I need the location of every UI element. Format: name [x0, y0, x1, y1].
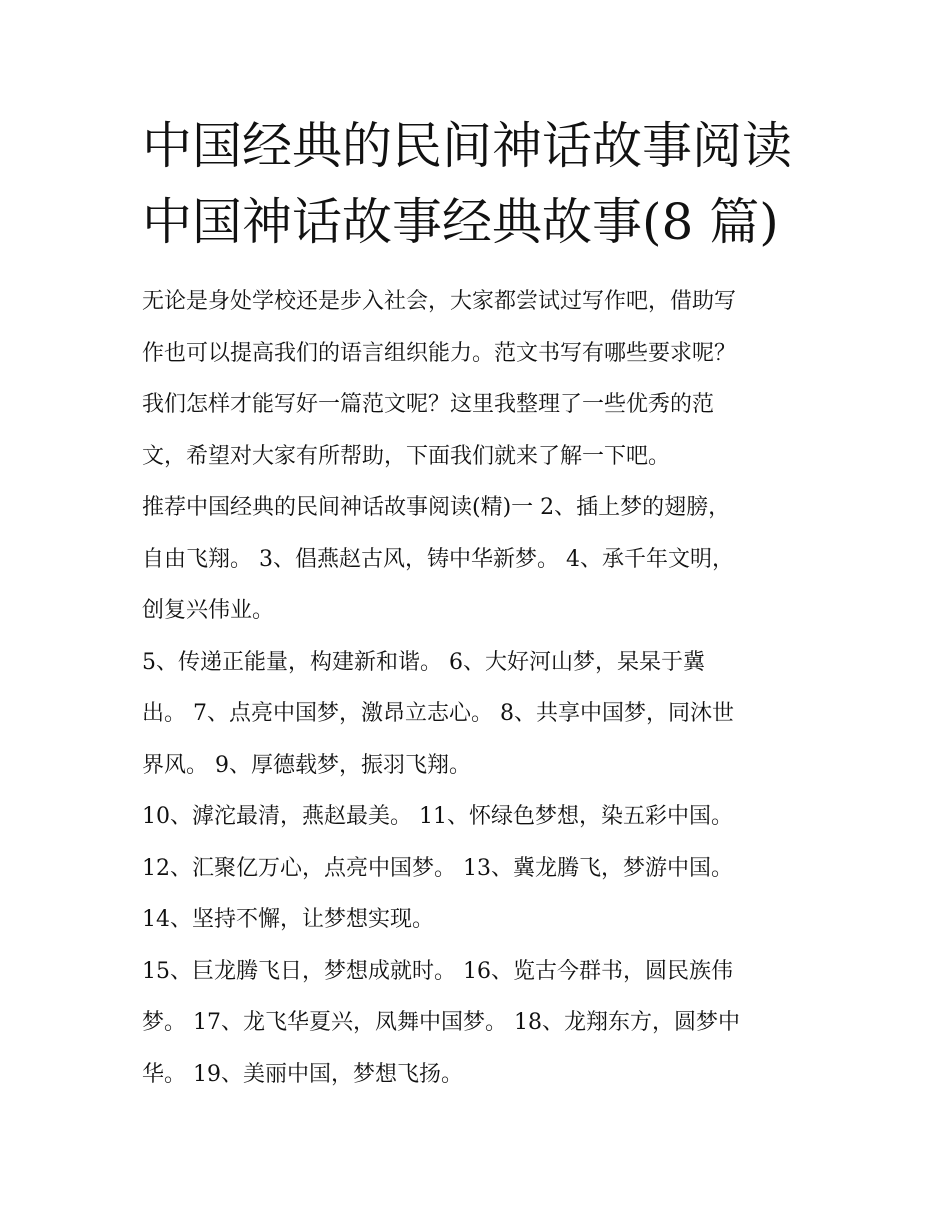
text-line: 我们怎样才能写好一篇范文呢？这里我整理了一些优秀的范 [142, 392, 715, 417]
text-line: 梦。 17、龙飞华夏兴，凤舞中国梦。 18、龙翔东方，圆梦中 [142, 1010, 740, 1035]
text-line: 创复兴伟业。 [142, 598, 275, 623]
paragraph-slogans-1 [142, 482, 814, 637]
paragraph-slogans-4 [142, 946, 814, 1101]
text-line: 14、坚持不懈，让梦想实现。 [142, 907, 434, 932]
document-body [142, 276, 814, 1100]
text-line: 文，希望对大家有所帮助，下面我们就来了解一下吧。 [142, 443, 671, 469]
text-line: 出。 7、点亮中国梦，激昂立志心。 8、共享中国梦，同沐世 [142, 701, 734, 726]
text-line: 5、传递正能量，构建新和谐。 6、大好河山梦，杲杲于冀 [142, 649, 705, 675]
text-line: 华。 19、美丽中国，梦想飞扬。 [142, 1061, 463, 1087]
text-line: 10、滹沱最清，燕赵最美。 11、怀绿色梦想，染五彩中国。 [142, 804, 733, 829]
title-line-2: 中国神话故事经典故事(8 篇) [142, 193, 779, 251]
paragraph-slogans-3 [142, 791, 814, 946]
text-line: 作也可以提高我们的语言组织能力。范文书写有哪些要求呢？ [142, 340, 737, 366]
text-line: 15、巨龙腾飞日，梦想成就时。 16、览古今群书，圆民族伟 [142, 958, 733, 984]
document-title [142, 108, 832, 260]
text-line: 推荐中国经典的民间神话故事阅读(精)一 2、插上梦的翅膀， [142, 495, 731, 520]
text-line: 自由飞翔。 3、倡燕赵古风，铸中华新梦。 4、承千年文明， [142, 546, 734, 572]
paragraph-intro [142, 276, 814, 482]
text-line: 12、汇聚亿万心，点亮中国梦。 13、冀龙腾飞，梦游中国。 [142, 855, 733, 881]
text-line: 无论是身处学校还是步入社会，大家都尝试过写作吧，借助写 [142, 289, 737, 314]
text-line: 界风。 9、厚德载梦，振羽飞翔。 [142, 752, 471, 778]
title-line-1: 中国经典的民间神话故事阅读 [142, 117, 792, 175]
paragraph-slogans-2 [142, 637, 814, 792]
